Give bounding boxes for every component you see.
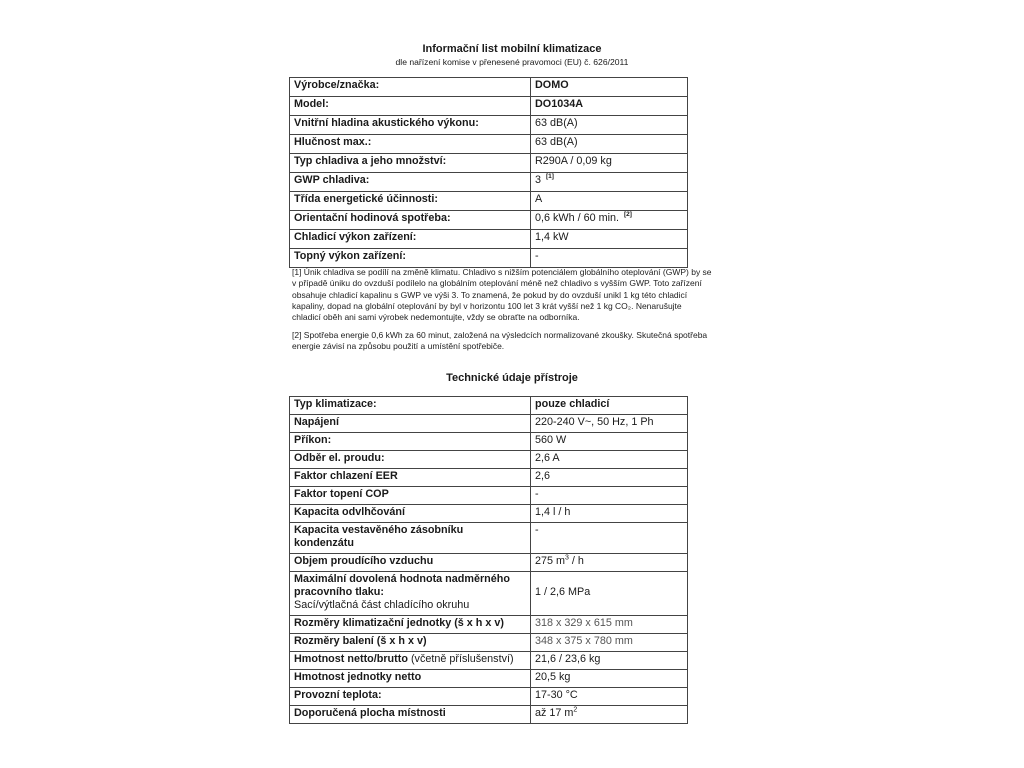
row-label: GWP chladiva:: [290, 173, 531, 192]
row-value: A: [531, 192, 688, 211]
row-label: Topný výkon zařízení:: [290, 249, 531, 268]
footnote-ref: [1]: [546, 173, 554, 181]
row-label: Typ klimatizace:: [290, 397, 531, 415]
row-label: [290, 652, 531, 670]
technical-data-table: [289, 396, 688, 724]
footnote-1: [292, 267, 712, 323]
table-row: [290, 554, 688, 572]
table-row: [290, 688, 688, 706]
table-row: [290, 616, 688, 634]
row-value: 21,6 / 23,6 kg: [531, 652, 688, 670]
row-label: Faktor chlazení EER: [290, 469, 531, 487]
footnote-ref: [2]: [624, 211, 632, 219]
table-row: [290, 469, 688, 487]
row-label: Rozměry klimatizační jednotky (š x h x v): [290, 616, 531, 634]
document-title: Informační list mobilní klimatizace: [422, 43, 602, 55]
row-value: 17-30 °C: [531, 688, 688, 706]
row-label: Příkon:: [290, 433, 531, 451]
row-value: 220-240 V~, 50 Hz, 1 Ph: [531, 415, 688, 433]
row-label: Doporučená plocha místnosti: [290, 706, 531, 724]
row-value: -: [531, 523, 688, 554]
superscript: 2: [573, 706, 578, 714]
label-subtext: Sací/výtlačná část chladícího okruhu: [294, 599, 470, 611]
table-row: [290, 487, 688, 505]
row-label: Třída energetické účinnosti:: [290, 192, 531, 211]
table-row: [290, 415, 688, 433]
row-label: Kapacita vestavěného zásobníku kondenzátu: [290, 523, 531, 554]
table-row: [290, 706, 688, 724]
value-text: 3: [535, 174, 542, 186]
row-value: DO1034A: [531, 97, 688, 116]
row-label: Model:: [290, 97, 531, 116]
row-value: pouze chladicí: [531, 397, 688, 415]
table-row: [290, 505, 688, 523]
table-row: [290, 173, 688, 192]
row-value: -: [531, 249, 688, 268]
row-label: Hmotnost jednotky netto: [290, 670, 531, 688]
row-label: Hlučnost max.:: [290, 135, 531, 154]
table-row: [290, 670, 688, 688]
table-row: [290, 230, 688, 249]
table-row: [290, 97, 688, 116]
table-row: [290, 192, 688, 211]
row-label: Výrobce/značka:: [290, 78, 531, 97]
table-row: [290, 652, 688, 670]
row-value: [531, 173, 688, 192]
row-label: Vnitřní hladina akustického výkonu:: [290, 116, 531, 135]
row-label: Kapacita odvlhčování: [290, 505, 531, 523]
document-subtitle: dle nařízení komise v přenesené pravomoci (EU) č. 626/2011: [395, 57, 629, 67]
table-row: [290, 116, 688, 135]
row-value: 63 dB(A): [531, 135, 688, 154]
row-value: -: [531, 487, 688, 505]
table-row: [290, 249, 688, 268]
row-label: Provozní teplota:: [290, 688, 531, 706]
table-row: [290, 451, 688, 469]
label-subtext: (včetně příslušenství): [407, 653, 514, 665]
footnote-2: [292, 330, 712, 353]
footnote-text: [1] Únik chladiva se podílí na změně klimatu. Chladivo s nižším potenciálem globálního oteplování (GWP) by se v případě úniku do ovzduší podílelo na globálním oteplování méně než chladivo s vyšším GWP. Toto zařízení obsahuje chladicí kapalinu s GWP ve výši 3. To znamená, že pokud by do ovzduší unikl 1 kg této chladicí kapaliny, dopad na globální oteplování by byl v horizontu 100 let 3 krát vyšší než 1 kg CO₂. Nenarušujte chladicí oběh ani sami výrobek nedemontujte, vždy se obraťte na odborníka.: [292, 267, 712, 323]
value-text: 275 m: [535, 555, 566, 567]
label-text: Maximální dovolená hodnota nadměrného pracovního tlaku:: [294, 573, 510, 598]
row-value: [531, 706, 688, 724]
label-text: Hmotnost netto/brutto: [294, 653, 408, 665]
info-sheet-table: [289, 77, 688, 268]
row-value: R290A / 0,09 kg: [531, 154, 688, 173]
footnote-text: [2] Spotřeba energie 0,6 kWh za 60 minut, založená na výsledcích normalizované zkoušky. Skutečná spotřeba energie závisí na způsobu použití a umístění spotřebiče.: [292, 330, 708, 352]
table-row: [290, 78, 688, 97]
table-row: [290, 634, 688, 652]
row-label: Rozměry balení (š x h x v): [290, 634, 531, 652]
row-value: 2,6: [531, 469, 688, 487]
row-label: Objem proudícího vzduchu: [290, 554, 531, 572]
table-row: [290, 572, 688, 616]
row-label: [290, 572, 531, 616]
row-value: 1,4 kW: [531, 230, 688, 249]
row-label: Faktor topení COP: [290, 487, 531, 505]
value-text: až 17 m: [535, 707, 574, 719]
row-label: Chladicí výkon zařízení:: [290, 230, 531, 249]
row-label: Napájení: [290, 415, 531, 433]
table-row: [290, 397, 688, 415]
unit-text: / h: [568, 555, 584, 567]
table-row: [290, 523, 688, 554]
row-value: [531, 554, 688, 572]
table-row: [290, 135, 688, 154]
row-value: [531, 211, 688, 230]
row-value: 560 W: [531, 433, 688, 451]
row-value: 348 x 375 x 780 mm: [531, 634, 688, 652]
row-value: 1,4 l / h: [531, 505, 688, 523]
row-value: 20,5 kg: [531, 670, 688, 688]
row-label: Typ chladiva a jeho množství:: [290, 154, 531, 173]
value-text: 0,6 kWh / 60 min.: [535, 212, 620, 224]
superscript: 3: [565, 554, 569, 562]
table-row: [290, 211, 688, 230]
row-value: [531, 572, 688, 616]
row-label: Odběr el. proudu:: [290, 451, 531, 469]
row-value: 2,6 A: [531, 451, 688, 469]
table-row: [290, 433, 688, 451]
row-label: Orientační hodinová spotřeba:: [290, 211, 531, 230]
value-text: 1 / 2,6 MPa: [535, 586, 591, 598]
row-value: 63 dB(A): [531, 116, 688, 135]
row-value: 318 x 329 x 615 mm: [531, 616, 688, 634]
section-title: Technické údaje přístroje: [446, 372, 578, 384]
table-row: [290, 154, 688, 173]
row-value: DOMO: [531, 78, 688, 97]
